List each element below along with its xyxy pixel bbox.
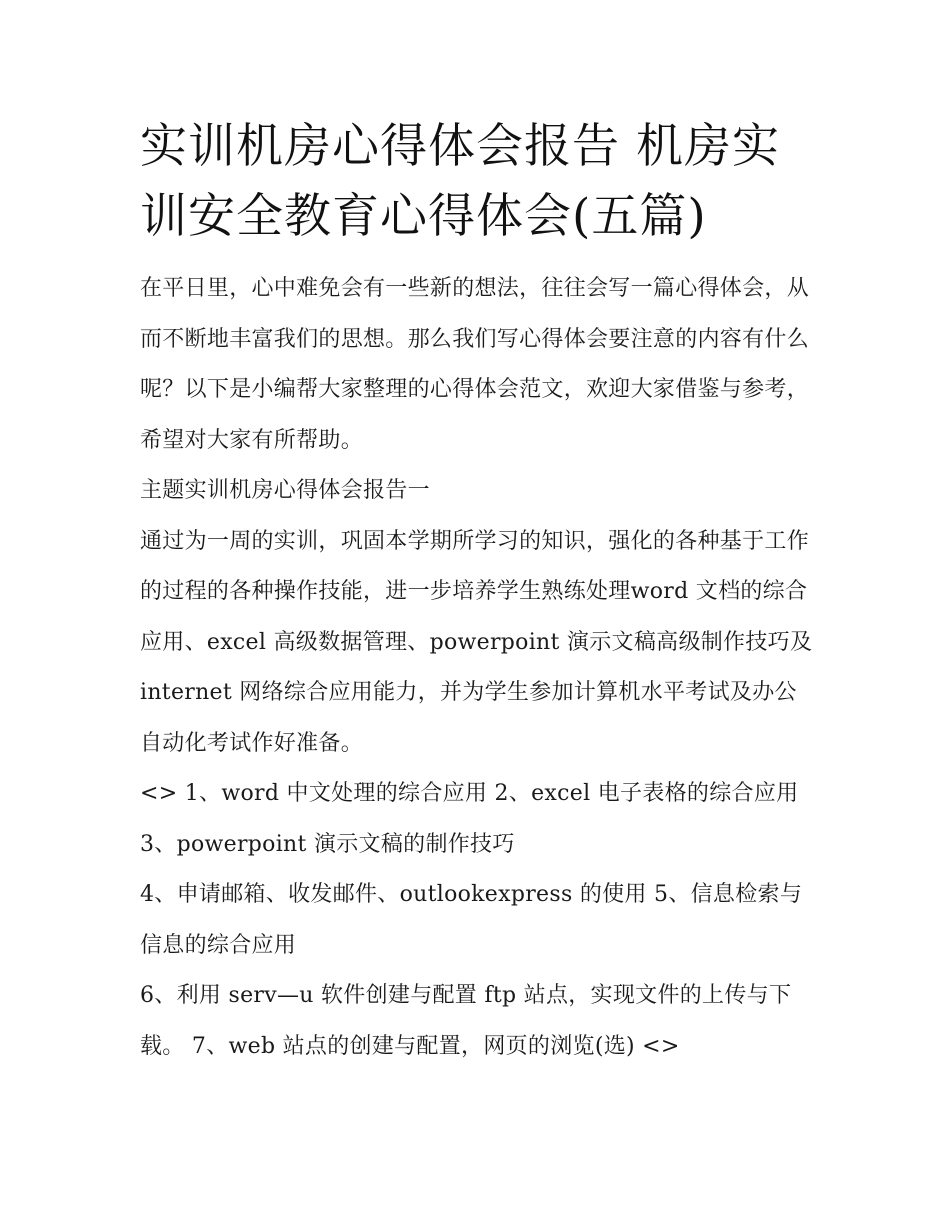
- section-heading: 主题实训机房心得体会报告一: [140, 478, 430, 503]
- list-item: 4、申请邮箱、收发邮件、outlookexpress 的使用 5、信息检索与信息的综合应用: [140, 882, 803, 958]
- list-item: 3、powerpoint 演示文稿的制作技巧: [140, 831, 515, 857]
- list-item: 6、利用 serv—u 软件创建与配置 ftp 站点，实现文件的上传与下载。 7、web 站点的创建与配置，网页的浏览(选) <>: [140, 983, 792, 1059]
- intro-paragraph: 在平日里，心中难免会有一些新的想法，往往会写一篇心得体会，从而不断地丰富我们的思想。那么我们写心得体会要注意的内容有什么呢？以下是小编帮大家整理的心得体会范文，欢迎大家借鉴与参考，希望对大家有所帮助。: [140, 276, 810, 453]
- document-title: 实训机房心得体会报告 机房实训安全教育心得体会(五篇): [140, 119, 780, 244]
- document-page: [140, 112, 816, 1072]
- list-item: <> 1、word 中文处理的综合应用 2、excel 电子表格的综合应用: [140, 781, 799, 806]
- body-paragraph: 通过为一周的实训，巩固本学期所学习的知识，强化的各种基于工作的过程的各种操作技能，进一步培养学生熟练处理word 文档的综合应用、excel 高级数据管理、powerpoint 演示文稿高级制作技巧及 internet 网络综合应用能力，并为学生参加计算机水平考试及办公自动化考试作好准备。: [140, 528, 813, 756]
